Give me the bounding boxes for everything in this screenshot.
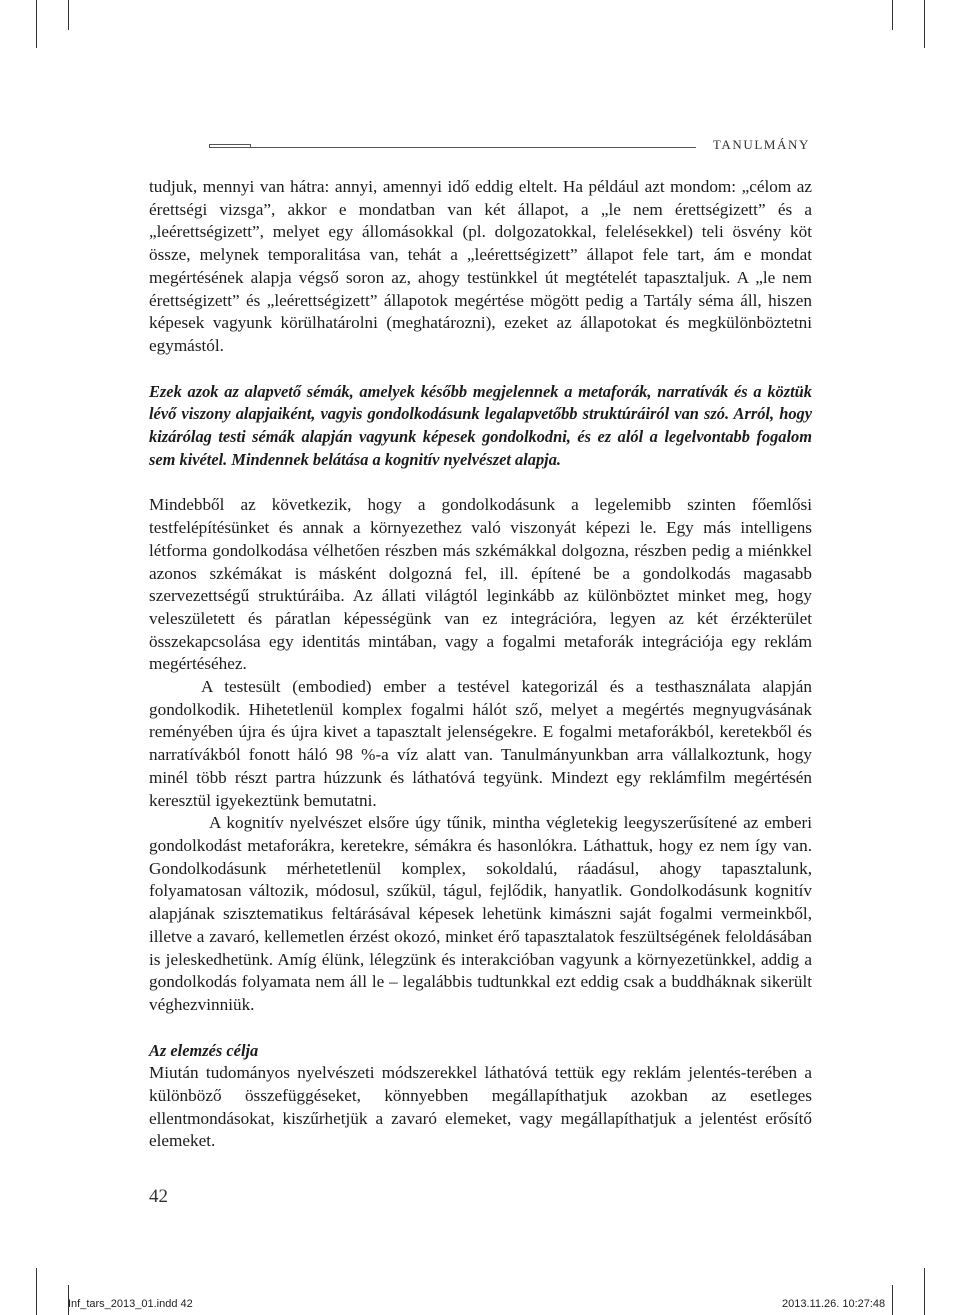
body-paragraph: tudjuk, mennyi van hátra: annyi, amennyi idő eddig eltelt. Ha például azt mondom: „célom az érettségi vizsga”, akkor e mondatban van két állapot, a „le nem érettségizett” és a „leérettségizett”, melyet egy állomásokkal (pl. dolgozatokkal, felelésekkel) teli ösvény köt össze, melynek temporalitása van, tehát a „leérettségizett” állapot fele tart, ám e mondat megértésének alapja végső soron az, ahogy testünkkel út megtételét tapasztaljuk. A „le nem érettségizett” és „leérettségizett” állapotok megértése mögött pedig a Tartály séma áll, hiszen képesek vagyunk körülhatárolni (meghatározni), ezeket az állapotokat és megkülönböztetni egymástól. (149, 177, 812, 355)
highlighted-paragraph: Ezek azok az alapvető sémák, amelyek később megjelennek a metaforák, narratívák és a köztük lévő viszony alapjaiként, vagyis gondolkodásunk legalapvetőbb struktúráiról van szó. Arról, hogy kizárólag testi sémák alapján vagyunk képesek gondolkodni, és ez alól a legelvontabb fogalom sem kivétel. Mindennek belátása a kognitív nyelvészet alapja. (149, 381, 812, 469)
crop-mark (36, 0, 37, 48)
body-paragraph: A testesült (embodied) ember a testével kategorizál és a testhasználata alapján gondolkodik. Hihetetlenül komplex fogalmi hálót sző, melyet a megértés megnyugvásának reményében újra és újra kivet a tapasztalt jelenségekre. E fogalmi metaforákból, keretekből és narratívákból fonott háló 98 %-a víz alatt van. Tanulmányunkban arra vállalkoztunk, hogy minél több részt partra húzzunk és láthatóvá tegyünk. Mindezt egy reklámfilm megértésén keresztül igyekeztünk bemutatni. (149, 677, 812, 810)
body-paragraph: A kognitív nyelvészet elsőre úgy tűnik, mintha végletekig leegyszerűsítené az emberi gondolkodást metaforákra, keretekre, sémákra és hasonlókra. Láthattuk, hogy ez nem így van. Gondolkodásunk mérhetetlenül komplex, sokoldalú, ráadásul, ahogy tapasztalunk, folyamatosan változik, módosul, szűkül, tágul, fejlődik, hanyatlik. Gondolkodásunk kognitív alapjának szisztematikus feltárásával képesek lehetünk kimászni saját fogalmi vermeinkből, illetve a zavaró, kellemetlen érzést okozó, minket érő tapasztalatok feszültségének feloldásában is jeleskedhetünk. Amíg élünk, lélegzünk és interakcióban vagyunk a környezetünkkel, addig a gondolkodás folyamata nem áll le – legalábbis tudtunkkal ezt eddig csak a buddháknak sikerült véghezvinniük. (149, 813, 812, 1014)
crop-mark (892, 0, 893, 30)
article-body (149, 176, 812, 1153)
crop-mark (924, 0, 925, 48)
crop-mark (924, 1268, 925, 1315)
header-rule-box (209, 144, 251, 148)
body-paragraph: Miután tudományos nyelvészeti módszerekkel láthatóvá tettük egy reklám jelentés-terében a különböző összefüggéseket, könnyebben megállapíthatjuk azokban az esetleges ellentmondásokat, kiszűrhetjük a zavaró elemeket, vagy megállapíthatjuk a jelentést erősítő elemeket. (149, 1063, 812, 1151)
section-label: TANULMÁNY (712, 137, 810, 152)
page-number: 42 (149, 1186, 168, 1207)
crop-mark (892, 1285, 893, 1315)
header-rule-line (251, 147, 696, 148)
print-slug-date: 2013.11.26. 10:27:48 (782, 1298, 886, 1310)
print-slug-file: Inf_tars_2013_01.indd 42 (68, 1298, 193, 1310)
section-heading: Az elemzés célja (149, 1040, 259, 1060)
crop-mark (68, 0, 69, 30)
crop-mark (36, 1268, 37, 1315)
body-paragraph: Mindebből az következik, hogy a gondolkodásunk a legelemibb szinten főemlősi testfelépítésünket és annak a környezethez való viszonyát képezi le. Egy más intelligens létforma gondolkodása vélhetően részben más szkémákkal dolgozna, részben pedig a miénkkel azonos szkémákat is másként dolgozná fel, ill. építené be a gondolkodás magasabb szervezettségű struktúráiba. Az állati világtól leginkább az különböztet minket meg, hogy veleszületett és páratlan képességünk van ez integrációra, legyen az két érzékterület összekapcsolása egy identitás mintában, vagy a fogalmi metaforák integrációja egy reklám megértéséhez. (149, 495, 812, 674)
